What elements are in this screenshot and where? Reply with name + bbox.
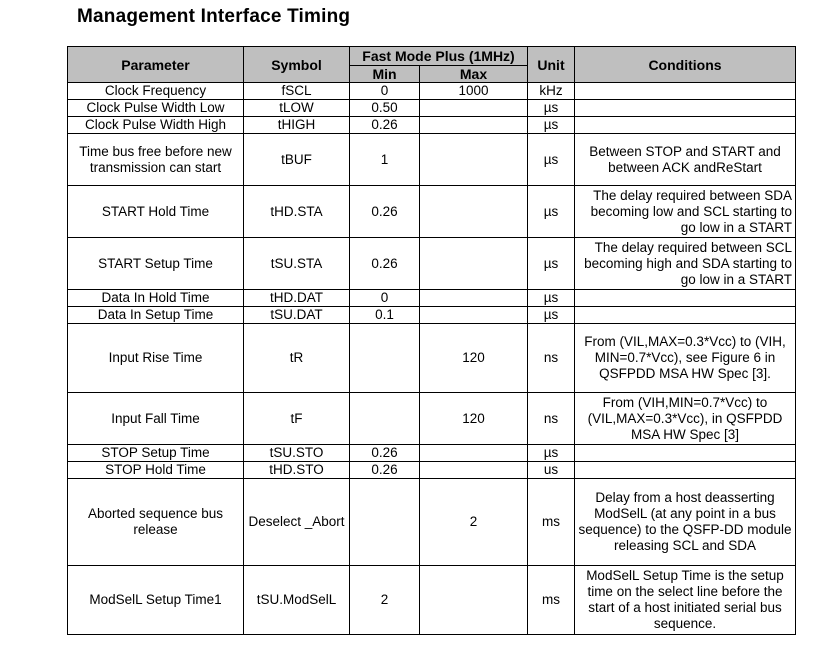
cell-max <box>420 307 528 324</box>
cell-min: 0 <box>350 83 420 100</box>
table-row <box>68 566 796 635</box>
cell-conditions: The delay required between SCL becoming high and SDA starting to go low in a START <box>575 238 796 290</box>
cell-unit: µs <box>528 117 575 134</box>
table-row <box>68 117 796 134</box>
cell-symbol: tHD.STO <box>244 462 350 479</box>
cell-min: 0.26 <box>350 462 420 479</box>
cell-min: 2 <box>350 566 420 635</box>
cell-parameter: Data In Hold Time <box>68 290 244 307</box>
cell-conditions <box>575 117 796 134</box>
cell-symbol: tSU.ModSelL <box>244 566 350 635</box>
cell-parameter: ModSelL Setup Time1 <box>68 566 244 635</box>
cell-unit: µs <box>528 290 575 307</box>
cell-min: 0.50 <box>350 100 420 117</box>
timing-table <box>67 46 796 635</box>
cell-conditions: From (VIL,MAX=0.3*Vcc) to (VIH, MIN=0.7*Vcc), see Figure 6 in QSFPDD MSA HW Spec [3]. <box>575 324 796 393</box>
cell-symbol: tLOW <box>244 100 350 117</box>
table-row <box>68 307 796 324</box>
table-header-row <box>68 47 796 66</box>
cell-unit: ms <box>528 479 575 566</box>
cell-parameter: Time bus free before new transmission can start <box>68 134 244 186</box>
cell-max <box>420 100 528 117</box>
cell-unit: µs <box>528 186 575 238</box>
cell-conditions <box>575 290 796 307</box>
cell-symbol: tR <box>244 324 350 393</box>
cell-parameter: Clock Pulse Width Low <box>68 100 244 117</box>
cell-unit: ns <box>528 393 575 445</box>
header-max: Max <box>420 66 528 83</box>
header-symbol: Symbol <box>244 47 350 83</box>
cell-symbol: tHD.DAT <box>244 290 350 307</box>
cell-max: 2 <box>420 479 528 566</box>
cell-unit: µs <box>528 307 575 324</box>
cell-parameter: START Setup Time <box>68 238 244 290</box>
table-row <box>68 100 796 117</box>
cell-unit: ns <box>528 324 575 393</box>
cell-unit: us <box>528 462 575 479</box>
cell-min: 0.1 <box>350 307 420 324</box>
page-title: Management Interface Timing <box>77 6 351 27</box>
cell-parameter: Aborted sequence bus release <box>68 479 244 566</box>
cell-unit: µs <box>528 238 575 290</box>
cell-min <box>350 324 420 393</box>
cell-min: 0 <box>350 290 420 307</box>
table-row <box>68 290 796 307</box>
cell-conditions: The delay required between SDA becoming low and SCL starting to go low in a START <box>575 186 796 238</box>
table-row <box>68 324 796 393</box>
cell-conditions: From (VIH,MIN=0.7*Vcc) to (VIL,MAX=0.3*Vcc), in QSFPDD MSA HW Spec [3] <box>575 393 796 445</box>
cell-symbol: tHIGH <box>244 117 350 134</box>
cell-conditions <box>575 83 796 100</box>
cell-unit: ms <box>528 566 575 635</box>
cell-symbol: tSU.STO <box>244 445 350 462</box>
cell-min: 0.26 <box>350 186 420 238</box>
cell-conditions <box>575 307 796 324</box>
cell-conditions: Between STOP and START and between ACK andReStart <box>575 134 796 186</box>
table-row <box>68 186 796 238</box>
cell-max <box>420 290 528 307</box>
table-row <box>68 445 796 462</box>
cell-symbol: fSCL <box>244 83 350 100</box>
cell-min: 0.26 <box>350 117 420 134</box>
table-row <box>68 83 796 100</box>
header-mode: Fast Mode Plus (1MHz) <box>350 47 528 66</box>
table-row <box>68 393 796 445</box>
cell-min: 0.26 <box>350 445 420 462</box>
cell-unit: µs <box>528 100 575 117</box>
cell-parameter: STOP Setup Time <box>68 445 244 462</box>
cell-parameter: Clock Frequency <box>68 83 244 100</box>
cell-parameter: Input Rise Time <box>68 324 244 393</box>
cell-max <box>420 566 528 635</box>
cell-symbol: tSU.DAT <box>244 307 350 324</box>
cell-max: 1000 <box>420 83 528 100</box>
cell-min: 0.26 <box>350 238 420 290</box>
cell-symbol: tBUF <box>244 134 350 186</box>
cell-symbol: tSU.STA <box>244 238 350 290</box>
cell-symbol: Deselect _Abort <box>244 479 350 566</box>
cell-parameter: STOP Hold Time <box>68 462 244 479</box>
cell-conditions <box>575 100 796 117</box>
header-parameter: Parameter <box>68 47 244 83</box>
header-min: Min <box>350 66 420 83</box>
cell-unit: µs <box>528 134 575 186</box>
table-row <box>68 238 796 290</box>
header-conditions: Conditions <box>575 47 796 83</box>
cell-conditions: ModSelL Setup Time is the setup time on the select line before the start of a host initiated serial bus sequence. <box>575 566 796 635</box>
cell-conditions <box>575 462 796 479</box>
cell-max: 120 <box>420 393 528 445</box>
cell-min <box>350 479 420 566</box>
cell-unit: kHz <box>528 83 575 100</box>
cell-max: 120 <box>420 324 528 393</box>
header-unit: Unit <box>528 47 575 83</box>
cell-symbol: tHD.STA <box>244 186 350 238</box>
table-row <box>68 462 796 479</box>
cell-conditions: Delay from a host deasserting ModSelL (at any point in a bus sequence) to the QSFP-DD module releasing SCL and SDA <box>575 479 796 566</box>
cell-parameter: Input Fall Time <box>68 393 244 445</box>
cell-max <box>420 117 528 134</box>
cell-max <box>420 445 528 462</box>
cell-min <box>350 393 420 445</box>
cell-parameter: START Hold Time <box>68 186 244 238</box>
cell-parameter: Clock Pulse Width High <box>68 117 244 134</box>
cell-conditions <box>575 445 796 462</box>
cell-max <box>420 238 528 290</box>
table-row <box>68 479 796 566</box>
cell-min: 1 <box>350 134 420 186</box>
cell-unit: µs <box>528 445 575 462</box>
cell-symbol: tF <box>244 393 350 445</box>
cell-parameter: Data In Setup Time <box>68 307 244 324</box>
cell-max <box>420 134 528 186</box>
table-row <box>68 134 796 186</box>
cell-max <box>420 462 528 479</box>
cell-max <box>420 186 528 238</box>
